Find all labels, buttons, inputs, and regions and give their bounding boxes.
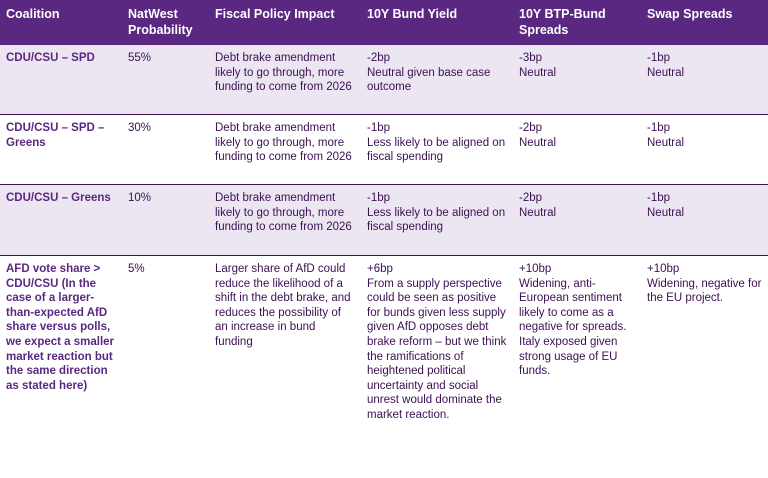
swap-spread-cell	[641, 185, 768, 256]
btp-spread-cell	[513, 185, 641, 256]
coalition-cell: CDU/CSU – SPD – Greens	[0, 115, 122, 185]
fiscal-impact-cell: Debt brake amendment likely to go through, more funding to come from 2026	[209, 185, 361, 256]
header-coalition: Coalition	[6, 7, 60, 21]
bund-yield-cell	[361, 45, 513, 115]
btp-spread-cell	[513, 115, 641, 185]
fiscal-impact-cell: Debt brake amendment likely to go through, more funding to come from 2026	[209, 115, 361, 185]
btp-spread-note: Neutral	[519, 206, 557, 219]
swap-spread-note: Neutral	[647, 136, 685, 149]
probability-cell: 10%	[122, 185, 209, 256]
bund-yield-value: -1bp	[367, 122, 391, 134]
header-fiscal-policy-impact: Fiscal Policy Impact	[215, 7, 335, 21]
probability-cell: 5%	[128, 263, 145, 275]
table-row	[0, 45, 768, 115]
btp-spread-note: Neutral	[519, 66, 557, 79]
swap-spread-note: Widening, negative for the EU project.	[647, 277, 762, 305]
btp-spread-cell	[513, 256, 641, 464]
bund-yield-note: From a supply perspective could be seen as positive for bunds given less supply given AfD opposes debt brake reform – but we think the ramifications of heightened political uncertainty and social unrest would dominate the market reaction.	[367, 277, 507, 421]
coalition-cell: AFD vote share > CDU/CSU (In the case of a larger-than-expected AfD share versus polls, we expect a smaller market reaction but the same direction as stated here)	[6, 263, 115, 392]
bund-yield-note: Less likely to be aligned on fiscal spending	[367, 136, 506, 164]
btp-spread-value: -2bp	[519, 122, 543, 134]
header-swap-spreads: Swap Spreads	[647, 7, 733, 21]
bund-yield-cell	[361, 115, 513, 185]
table-row	[0, 115, 768, 185]
btp-spread-value: -2bp	[519, 192, 543, 204]
bund-yield-value: -2bp	[367, 52, 391, 64]
btp-spread-note: Neutral	[519, 136, 557, 149]
bund-yield-note: Neutral given base case outcome	[367, 66, 491, 94]
table-row	[0, 185, 768, 256]
coalition-cell: CDU/CSU – Greens	[0, 185, 122, 256]
btp-spread-value: -3bp	[519, 52, 543, 64]
table-row	[0, 256, 768, 464]
coalition-cell: CDU/CSU – SPD	[0, 45, 122, 115]
bund-yield-value: -1bp	[367, 192, 391, 204]
header-probability: NatWest Probability	[128, 7, 193, 37]
probability-cell: 30%	[122, 115, 209, 185]
swap-spread-note: Neutral	[647, 66, 685, 79]
probability-cell: 55%	[122, 45, 209, 115]
swap-spread-value: -1bp	[647, 122, 671, 134]
swap-spread-value: +10bp	[647, 263, 680, 275]
swap-spread-cell	[641, 256, 768, 464]
fiscal-impact-cell: Debt brake amendment likely to go through, more funding to come from 2026	[209, 45, 361, 115]
btp-spread-value: +10bp	[519, 263, 552, 275]
bund-yield-note: Less likely to be aligned on fiscal spending	[367, 206, 506, 234]
header-btp-bund-spreads: 10Y BTP-Bund Spreads	[519, 7, 606, 37]
btp-spread-note: Widening, anti-European sentiment likely to come as a negative for spreads. Italy exposed given strong usage of EU funds.	[519, 277, 627, 378]
header-bund-yield: 10Y Bund Yield	[367, 7, 458, 21]
table-header-row	[0, 0, 768, 45]
swap-spread-note: Neutral	[647, 206, 685, 219]
swap-spread-value: -1bp	[647, 52, 671, 64]
btp-spread-cell	[513, 45, 641, 115]
swap-spread-value: -1bp	[647, 192, 671, 204]
swap-spread-cell	[641, 45, 768, 115]
fiscal-impact-cell: Larger share of AfD could reduce the likelihood of a shift in the debt brake, and reduces the possibility of an increase in bund funding	[215, 263, 351, 348]
bund-yield-cell	[361, 185, 513, 256]
bund-yield-cell	[361, 256, 513, 464]
swap-spread-cell	[641, 115, 768, 185]
bund-yield-value: +6bp	[367, 263, 393, 275]
